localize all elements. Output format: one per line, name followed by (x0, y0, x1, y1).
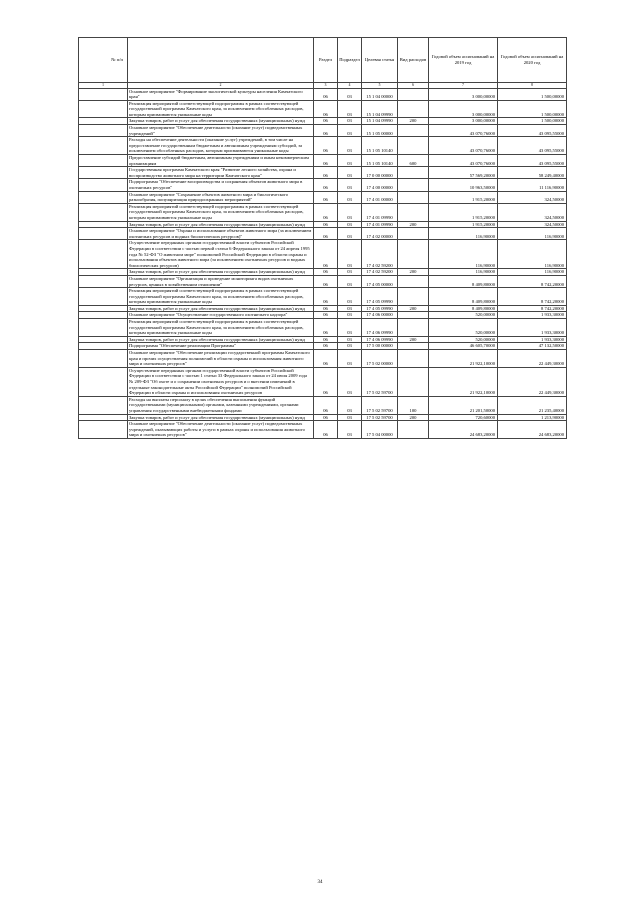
amount-2019-cell: 116,90000 (429, 228, 498, 240)
header-section: Раздел (314, 38, 338, 83)
target-article-cell: 17 4 06 00000 (362, 312, 398, 319)
expense-type-cell (398, 421, 429, 439)
table-row (79, 305, 567, 312)
table-row (79, 100, 567, 118)
subsection-cell: 03 (338, 191, 362, 203)
item-name-cell: Реализация мероприятий соответствующей подпрограммы в рамках соответствующей государственной программы Камчатского края, за исключением обособленных расходов, которым присваиваются уникальные коды (128, 100, 314, 118)
column-index: 8 (498, 83, 567, 89)
target-article-cell: 17 5 02 59700 (362, 414, 398, 421)
target-article-cell: 17 4 00 00000 (362, 179, 398, 191)
amount-2020-cell: 8 742,20000 (498, 288, 567, 306)
target-article-cell: 15 1 04 09990 (362, 100, 398, 118)
amount-2019-cell: 8 409,80000 (429, 275, 498, 287)
amount-2020-cell: 22 449,30000 (498, 367, 567, 396)
expense-type-cell: 200 (398, 336, 429, 343)
table-row (79, 228, 567, 240)
item-name-cell: Основное мероприятие "Сохранение объектов животного мира и биологического разнообразия, популяризация природоохранных мероприятий" (128, 191, 314, 203)
section-cell: 06 (314, 319, 338, 337)
section-cell: 06 (314, 421, 338, 439)
target-article-cell: 17 4 05 00000 (362, 275, 398, 287)
target-article-cell: 15 1 05 00000 (362, 125, 398, 137)
amount-2020-cell: 22 449,30000 (498, 350, 567, 368)
table-row (79, 167, 567, 179)
subsection-cell: 03 (338, 343, 362, 350)
item-name-cell: Расходы на обеспечение деятельности (оказание услуг) учреждений, в том числе на предоставление государственным бюджетным и автономным учреждениям субсидий, за исключением обособленных расходов, которым присваиваются уникальные коды (128, 137, 314, 155)
subsection-cell: 03 (338, 312, 362, 319)
expense-type-cell (398, 179, 429, 191)
target-article-cell: 15 1 05 10140 (362, 155, 398, 167)
amount-2020-cell: 58 249,40000 (498, 167, 567, 179)
amount-2019-cell: 21 201,50000 (429, 396, 498, 414)
subsection-cell: 03 (338, 88, 362, 100)
row-number-cell (79, 288, 128, 306)
subsection-cell: 03 (338, 155, 362, 167)
header-num: № п/п (79, 38, 128, 83)
section-cell: 06 (314, 228, 338, 240)
subsection-cell: 03 (338, 269, 362, 276)
expense-type-cell (398, 275, 429, 287)
row-number-cell (79, 319, 128, 337)
row-number-cell (79, 414, 128, 421)
budget-table (78, 37, 567, 439)
target-article-cell: 15 1 04 00000 (362, 88, 398, 100)
row-number-cell (79, 350, 128, 368)
table-row (79, 118, 567, 125)
amount-2020-cell: 43 095,55000 (498, 155, 567, 167)
amount-2019-cell: 3 000,00000 (429, 100, 498, 118)
expense-type-cell: 100 (398, 396, 429, 414)
row-number-cell (79, 100, 128, 118)
item-name-cell: Осуществление переданных органам государственной власти субъектов Российской Федерации в соответствии с частью первой статьи 6 Федерального закона от 24 апреля 1995 года № 52-ФЗ "О животном мире" полномочий Российской Федерации в области охраны и использования объектов животного мира (за исключением охотничьих ресурсов и водных биологических ресурсов) (128, 240, 314, 269)
amount-2019-cell: 43 070,76000 (429, 125, 498, 137)
section-cell: 06 (314, 343, 338, 350)
row-number-cell (79, 179, 128, 191)
item-name-cell: Закупка товаров, работ и услуг для обеспечения государственных (муниципальных) нужд (128, 118, 314, 125)
section-cell: 06 (314, 396, 338, 414)
row-number-cell (79, 269, 128, 276)
column-index: 5 (362, 83, 398, 89)
amount-2020-cell: 24 683,20000 (498, 421, 567, 439)
subsection-cell: 03 (338, 305, 362, 312)
item-name-cell: Предоставление субсидий бюджетным, автономным учреждениям и иным некоммерческим организациям (128, 155, 314, 167)
subsection-cell: 03 (338, 240, 362, 269)
expense-type-cell (398, 319, 429, 337)
row-number-cell (79, 421, 128, 439)
subsection-cell: 03 (338, 100, 362, 118)
section-cell: 06 (314, 240, 338, 269)
column-index: 2 (128, 83, 314, 89)
table-row (79, 179, 567, 191)
amount-2020-cell: 1 933,30000 (498, 312, 567, 319)
subsection-cell: 03 (338, 221, 362, 228)
target-article-cell: 15 1 04 09990 (362, 118, 398, 125)
section-cell: 06 (314, 155, 338, 167)
amount-2020-cell: 21 235,40000 (498, 396, 567, 414)
item-name-cell: Закупка товаров, работ и услуг для обеспечения государственных (муниципальных) нужд (128, 221, 314, 228)
item-name-cell: Основное мероприятие "Организация и проведение мониторинга видов охотничьих ресурсов, ценных в хозяйственном отношении" (128, 275, 314, 287)
target-article-cell: 17 4 01 09990 (362, 203, 398, 221)
amount-2019-cell: 1 915,20000 (429, 203, 498, 221)
section-cell: 06 (314, 350, 338, 368)
amount-2019-cell: 21 922,10000 (429, 350, 498, 368)
table-row (79, 421, 567, 439)
section-cell: 06 (314, 137, 338, 155)
section-cell: 06 (314, 125, 338, 137)
table-row (79, 336, 567, 343)
target-article-cell: 17 4 05 09990 (362, 288, 398, 306)
amount-2019-cell: 3 000,00000 (429, 88, 498, 100)
subsection-cell: 03 (338, 167, 362, 179)
amount-2020-cell: 47 132,50000 (498, 343, 567, 350)
subsection-cell: 03 (338, 350, 362, 368)
amount-2020-cell: 1 213,90000 (498, 414, 567, 421)
expense-type-cell (398, 367, 429, 396)
target-article-cell: 17 4 06 09990 (362, 336, 398, 343)
target-article-cell: 17 4 01 09990 (362, 221, 398, 228)
section-cell: 06 (314, 167, 338, 179)
amount-2019-cell: 8 409,80000 (429, 288, 498, 306)
subsection-cell: 03 (338, 421, 362, 439)
header-name (128, 38, 314, 83)
amount-2019-cell: 8 409,80000 (429, 305, 498, 312)
subsection-cell: 03 (338, 203, 362, 221)
subsection-cell: 03 (338, 336, 362, 343)
item-name-cell: Реализация мероприятий соответствующей подпрограммы в рамках соответствующей государственной программы Камчатского края, за исключением обособленных расходов, которым присваиваются уникальные коды (128, 319, 314, 337)
header-expense-type: Вид расходов (398, 38, 429, 83)
amount-2019-cell: 1 915,20000 (429, 221, 498, 228)
amount-2019-cell: 43 070,76000 (429, 137, 498, 155)
subsection-cell: 03 (338, 288, 362, 306)
target-article-cell: 17 5 02 59700 (362, 396, 398, 414)
amount-2019-cell: 520,00000 (429, 336, 498, 343)
section-cell: 06 (314, 336, 338, 343)
target-article-cell: 17 4 02 00000 (362, 228, 398, 240)
amount-2020-cell: 11 116,90000 (498, 179, 567, 191)
amount-2020-cell: 116,90000 (498, 240, 567, 269)
table-row (79, 221, 567, 228)
section-cell: 06 (314, 100, 338, 118)
expense-type-cell: 200 (398, 269, 429, 276)
expense-type-cell: 200 (398, 414, 429, 421)
row-number-cell (79, 88, 128, 100)
section-cell: 06 (314, 269, 338, 276)
table-row (79, 191, 567, 203)
target-article-cell: 15 1 05 10140 (362, 137, 398, 155)
document-page (78, 37, 566, 439)
row-number-cell (79, 240, 128, 269)
row-number-cell (79, 367, 128, 396)
item-name-cell: Основное мероприятие "Охрана и использование объектов животного мира (за исключением охотничьих ресурсов и водных биологических ресурсов)" (128, 228, 314, 240)
item-name-cell: Основное мероприятие "Осуществление государственного охотничьего надзора" (128, 312, 314, 319)
section-cell: 06 (314, 312, 338, 319)
table-row (79, 396, 567, 414)
expense-type-cell (398, 350, 429, 368)
amount-2020-cell: 1 933,30000 (498, 336, 567, 343)
expense-type-cell (398, 240, 429, 269)
header-subsection: Подраздел (338, 38, 362, 83)
subsection-cell: 03 (338, 137, 362, 155)
amount-2019-cell: 720,60000 (429, 414, 498, 421)
section-cell: 06 (314, 414, 338, 421)
table-row (79, 155, 567, 167)
table-header-row (79, 38, 567, 83)
expense-type-cell (398, 88, 429, 100)
section-cell: 06 (314, 191, 338, 203)
row-number-cell (79, 343, 128, 350)
section-cell: 06 (314, 203, 338, 221)
section-cell: 06 (314, 367, 338, 396)
section-cell: 06 (314, 221, 338, 228)
amount-2020-cell: 116,90000 (498, 269, 567, 276)
item-name-cell: Подпрограмма "Обеспечение воспроизводства и сохранения объектов животного мира в охотничьих ресурсов" (128, 179, 314, 191)
amount-2020-cell: 1 933,30000 (498, 319, 567, 337)
subsection-cell: 03 (338, 125, 362, 137)
amount-2020-cell: 1 500,00000 (498, 88, 567, 100)
header-2019: Годовой объем ассигнований на 2019 год (429, 38, 498, 83)
item-name-cell: Закупка товаров, работ и услуг для обеспечения государственных (муниципальных) нужд (128, 414, 314, 421)
amount-2019-cell: 43 070,76000 (429, 155, 498, 167)
column-index: 1 (79, 83, 128, 89)
target-article-cell: 17 0 00 00000 (362, 167, 398, 179)
amount-2019-cell: 57 569,20000 (429, 167, 498, 179)
expense-type-cell (398, 312, 429, 319)
target-article-cell: 17 5 02 59700 (362, 367, 398, 396)
table-row (79, 275, 567, 287)
amount-2019-cell: 46 605,70000 (429, 343, 498, 350)
expense-type-cell (398, 137, 429, 155)
amount-2019-cell: 10 963,50000 (429, 179, 498, 191)
amount-2020-cell: 1 500,00000 (498, 118, 567, 125)
header-2020: Годовой объем ассигнований на 2020 год (498, 38, 567, 83)
section-cell: 06 (314, 118, 338, 125)
expense-type-cell (398, 343, 429, 350)
expense-type-cell (398, 191, 429, 203)
row-number-cell (79, 125, 128, 137)
amount-2020-cell: 324,50000 (498, 221, 567, 228)
subsection-cell: 03 (338, 414, 362, 421)
subsection-cell: 03 (338, 396, 362, 414)
section-cell: 06 (314, 88, 338, 100)
item-name-cell: Закупка товаров, работ и услуг для обеспечения государственных (муниципальных) нужд (128, 336, 314, 343)
amount-2019-cell: 21 922,10000 (429, 367, 498, 396)
column-index: 3 (314, 83, 338, 89)
amount-2020-cell: 324,50000 (498, 203, 567, 221)
item-name-cell: Осуществление переданных органам государственной власти субъектов Российской Федерации в соответствии с частью 1 статьи 33 Федерального закона от 24 июля 2009 года № 209-ФЗ "Об охоте и о сохранении охотничьих ресурсов и о внесении изменений в отдельные законодательные акты Российской Федерации" полномочий Российской Федерации в области охраны и использования охотничьих ресурсов (128, 367, 314, 396)
section-cell: 06 (314, 179, 338, 191)
amount-2019-cell: 1 915,20000 (429, 191, 498, 203)
row-number-cell (79, 203, 128, 221)
table-row (79, 125, 567, 137)
expense-type-cell (398, 100, 429, 118)
item-name-cell: Основное мероприятие "Обеспечение реализации государственной программы Камчатского края и прочих осуществления полномочий в области охраны и использования животного мира и охотничьих ресурсов" (128, 350, 314, 368)
target-article-cell: 17 4 01 00000 (362, 191, 398, 203)
amount-2019-cell: 3 000,00000 (429, 118, 498, 125)
amount-2019-cell: 24 683,20000 (429, 421, 498, 439)
item-name-cell: Основное мероприятие "Обеспечение деятельности (оказание услуг) подведомственных учреждений" (128, 125, 314, 137)
item-name-cell: Государственная программа Камчатского края "Развитие лесного хозяйства, охрана и воспроизводство животного мира на территории Камчатского края" (128, 167, 314, 179)
amount-2019-cell: 520,00000 (429, 319, 498, 337)
subsection-cell: 03 (338, 367, 362, 396)
table-row (79, 414, 567, 421)
section-cell: 06 (314, 288, 338, 306)
item-name-cell: Подпрограмма "Обеспечение реализации Программы" (128, 343, 314, 350)
item-name-cell: Закупка товаров, работ и услуг для обеспечения государственных (муниципальных) нужд (128, 269, 314, 276)
row-number-cell (79, 336, 128, 343)
target-article-cell: 17 4 05 09990 (362, 305, 398, 312)
expense-type-cell: 600 (398, 155, 429, 167)
target-article-cell: 17 4 06 09990 (362, 319, 398, 337)
expense-type-cell (398, 228, 429, 240)
table-row (79, 288, 567, 306)
subsection-cell: 03 (338, 275, 362, 287)
amount-2020-cell: 8 742,20000 (498, 305, 567, 312)
expense-type-cell (398, 167, 429, 179)
amount-2020-cell: 1 500,00000 (498, 100, 567, 118)
row-number-cell (79, 221, 128, 228)
column-index: 6 (398, 83, 429, 89)
item-name-cell: Основное мероприятие "Обеспечение деятельности (оказание услуг) подведомственных учреждений, оказывающих работы и услуги в рамках охраны и использования животного мира и охотничьих ресурсов" (128, 421, 314, 439)
row-number-cell (79, 228, 128, 240)
amount-2020-cell: 43 095,55000 (498, 125, 567, 137)
target-article-cell: 17 4 02 59200 (362, 240, 398, 269)
row-number-cell (79, 167, 128, 179)
header-target: Целевая статья (362, 38, 398, 83)
section-cell: 06 (314, 275, 338, 287)
table-row (79, 203, 567, 221)
row-number-cell (79, 137, 128, 155)
table-row (79, 319, 567, 337)
expense-type-cell (398, 125, 429, 137)
table-row (79, 88, 567, 100)
row-number-cell (79, 275, 128, 287)
table-row (79, 343, 567, 350)
table-row (79, 240, 567, 269)
table-row (79, 350, 567, 368)
subsection-cell: 03 (338, 179, 362, 191)
amount-2020-cell: 324,50000 (498, 191, 567, 203)
expense-type-cell: 200 (398, 305, 429, 312)
item-name-cell: Расходы на выплаты персоналу в целях обеспечения выполнения функций государственными (муниципальными) органами, казенными учреждениями, органами управления государственными внебюджетными фондами (128, 396, 314, 414)
target-article-cell: 17 5 00 00000 (362, 343, 398, 350)
amount-2020-cell: 8 742,20000 (498, 275, 567, 287)
table-body (79, 88, 567, 438)
row-number-cell (79, 118, 128, 125)
expense-type-cell (398, 288, 429, 306)
row-number-cell (79, 312, 128, 319)
expense-type-cell: 200 (398, 221, 429, 228)
row-number-cell (79, 396, 128, 414)
column-index: 4 (338, 83, 362, 89)
page-number: 34 (317, 880, 323, 885)
table-row (79, 367, 567, 396)
expense-type-cell (398, 203, 429, 221)
subsection-cell: 03 (338, 319, 362, 337)
expense-type-cell: 200 (398, 118, 429, 125)
row-number-cell (79, 191, 128, 203)
table-row (79, 312, 567, 319)
amount-2019-cell: 520,00000 (429, 312, 498, 319)
target-article-cell: 17 4 02 59200 (362, 269, 398, 276)
amount-2019-cell: 116,90000 (429, 240, 498, 269)
subsection-cell: 03 (338, 228, 362, 240)
subsection-cell: 03 (338, 118, 362, 125)
section-cell: 06 (314, 305, 338, 312)
table-row (79, 269, 567, 276)
row-number-cell (79, 305, 128, 312)
target-article-cell: 17 5 04 00000 (362, 421, 398, 439)
row-number-cell (79, 155, 128, 167)
table-row (79, 137, 567, 155)
item-name-cell: Реализация мероприятий соответствующей подпрограммы в рамках соответствующей государственной программы Камчатского края, за исключением обособленных расходов, которым присваиваются уникальные коды (128, 203, 314, 221)
item-name-cell: Основное мероприятие "Формирование экологической культуры населения Камчатского края" (128, 88, 314, 100)
amount-2020-cell: 116,90000 (498, 228, 567, 240)
target-article-cell: 17 5 02 00000 (362, 350, 398, 368)
item-name-cell: Реализация мероприятий соответствующей подпрограммы в рамках соответствующей государственной программы Камчатского края, за исключением обособленных расходов, которым присваиваются уникальные коды (128, 288, 314, 306)
column-index: 7 (429, 83, 498, 89)
amount-2020-cell: 43 095,55000 (498, 137, 567, 155)
item-name-cell: Закупка товаров, работ и услуг для обеспечения государственных (муниципальных) нужд (128, 305, 314, 312)
amount-2019-cell: 116,90000 (429, 269, 498, 276)
